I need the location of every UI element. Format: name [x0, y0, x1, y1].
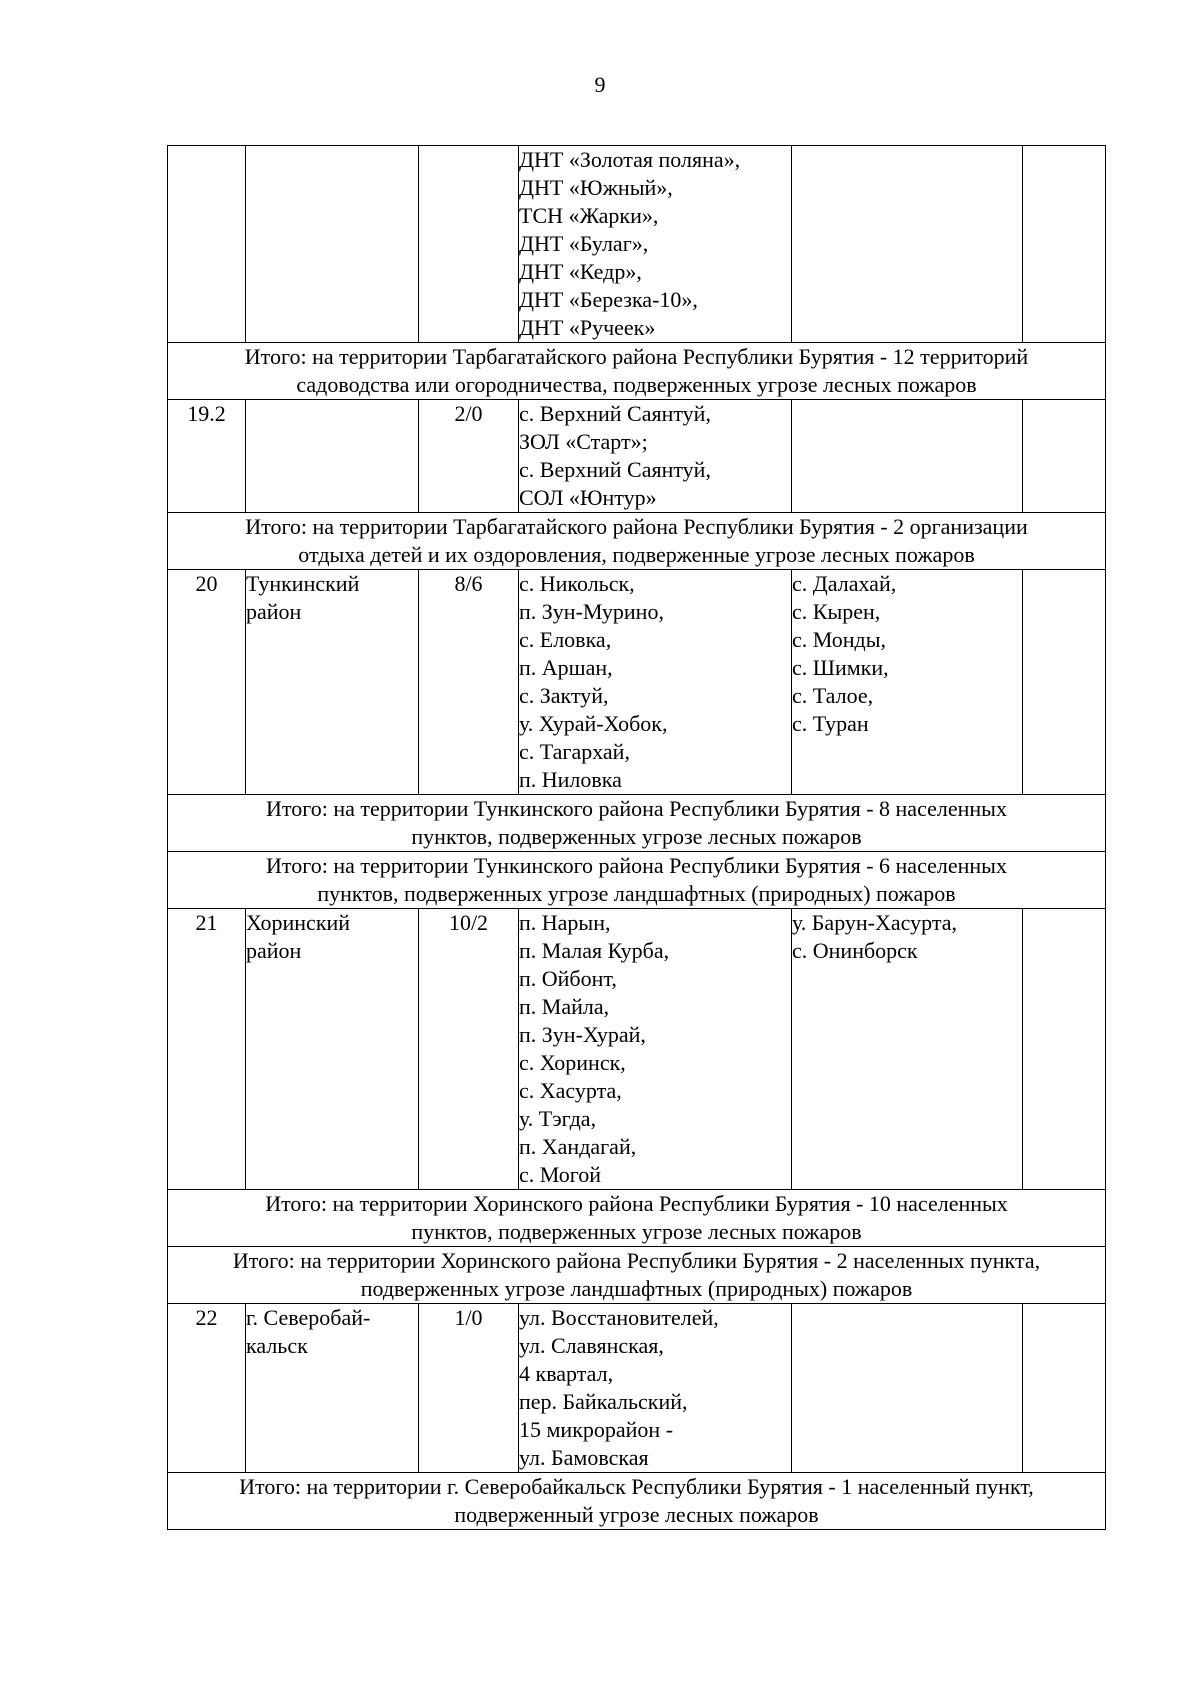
settlement-item: ул. Славянская,: [519, 1333, 664, 1358]
settlement-item: ул. Бамовская: [519, 1445, 649, 1470]
table-row: [168, 400, 1106, 513]
settlement-item: ЗОЛ «Старт»;: [519, 429, 648, 454]
settlement-item: п. Зун-Хурай,: [519, 1022, 646, 1047]
landscape-fire-list-cell: [792, 146, 1023, 343]
fire-threat-table: [167, 145, 1106, 1530]
landscape-settlement-item: с. Талое,: [792, 683, 874, 708]
landscape-fire-list-cell: [792, 909, 1023, 1190]
subtotal-text: Итого: на территории Хоринского района Республики Бурятия - 10 населенных: [265, 1191, 1008, 1216]
district-cell: [246, 1304, 419, 1473]
subtotal-text: пунктов, подверженных угрозе лесных пожаров: [411, 824, 862, 849]
settlement-count: 10/2: [448, 910, 489, 935]
subtotal-row: [168, 1190, 1106, 1247]
settlement-item: ул. Восстановителей,: [519, 1305, 719, 1330]
table-row: [168, 146, 1106, 343]
subtotal-text: подверженный угрозе лесных пожаров: [454, 1502, 819, 1527]
row-number-cell: [168, 570, 246, 795]
settlement-item: у. Тэгда,: [519, 1106, 597, 1131]
district-name: Тункинский: [246, 571, 360, 596]
landscape-fire-list-cell: [792, 570, 1023, 795]
settlement-item: у. Хурай-Хобок,: [519, 711, 668, 736]
landscape-settlement-item: с. Онинборск: [792, 938, 918, 963]
landscape-settlement-item: с. Шимки,: [792, 655, 889, 680]
count-cell: [419, 146, 519, 343]
settlement-list-cell: [519, 909, 792, 1190]
subtotal-cell: [168, 343, 1106, 400]
count-cell: [419, 1304, 519, 1473]
district-cell: [246, 400, 419, 513]
settlement-item: п. Малая Курба,: [519, 938, 670, 963]
notes-cell: [1023, 400, 1106, 513]
settlement-item: 4 квартал,: [519, 1361, 614, 1386]
landscape-settlement-item: с. Далахай,: [792, 571, 897, 596]
settlement-list-cell: [519, 1304, 792, 1473]
subtotal-row: [168, 852, 1106, 909]
district-name: район: [246, 938, 302, 963]
settlement-item: п. Ойбонт,: [519, 966, 617, 991]
district-cell: [246, 909, 419, 1190]
notes-cell: [1023, 909, 1106, 1190]
subtotal-text: Итого: на территории Тарбагатайского района Республики Бурятия - 2 организации: [245, 514, 1028, 539]
settlement-item: с. Хоринск,: [519, 1050, 626, 1075]
subtotal-cell: [168, 852, 1106, 909]
subtotal-cell: [168, 1473, 1106, 1530]
settlement-item: п. Нарын,: [519, 910, 611, 935]
settlement-item: ТСН «Жарки»,: [519, 203, 659, 228]
settlement-item: 15 микрорайон -: [519, 1417, 674, 1442]
subtotal-text: пунктов, подверженных угрозе лесных пожаров: [411, 1219, 862, 1244]
settlement-count: 8/6: [454, 571, 483, 596]
settlement-item: пер. Байкальский,: [519, 1389, 688, 1414]
landscape-settlement-item: с. Монды,: [792, 627, 887, 652]
row-number-cell: [168, 400, 246, 513]
subtotal-text: Итого: на территории г. Северобайкальск Республики Бурятия - 1 населенный пункт,: [239, 1474, 1034, 1499]
subtotal-text: пунктов, подверженных угрозе ландшафтных (природных) пожаров: [317, 881, 956, 906]
settlement-list-cell: [519, 400, 792, 513]
landscape-fire-list-cell: [792, 1304, 1023, 1473]
district-name: кальск: [246, 1333, 308, 1358]
settlement-item: с. Зактуй,: [519, 683, 609, 708]
settlement-item: ДНТ «Булаг»,: [519, 231, 649, 256]
count-cell: [419, 400, 519, 513]
settlement-item: с. Верхний Саянтуй,: [519, 401, 711, 426]
settlement-item: п. Майла,: [519, 994, 610, 1019]
subtotal-cell: [168, 1190, 1106, 1247]
page-number: 9: [594, 72, 606, 97]
subtotal-row: [168, 513, 1106, 570]
subtotal-row: [168, 1473, 1106, 1530]
settlement-item: п. Аршан,: [519, 655, 613, 680]
settlement-item: с. Хасурта,: [519, 1078, 622, 1103]
subtotal-text: Итого: на территории Хоринского района Республики Бурятия - 2 населенных пункта,: [232, 1248, 1041, 1273]
row-number: 20: [195, 571, 218, 596]
settlement-item: ДНТ «Золотая поляна»,: [519, 147, 741, 172]
notes-cell: [1023, 146, 1106, 343]
settlement-item: ДНТ «Южный»,: [519, 175, 673, 200]
subtotal-text: подверженных угрозе ландшафтных (природных) пожаров: [360, 1276, 913, 1301]
settlement-item: ДНТ «Березка-10»,: [519, 287, 698, 312]
settlement-item: п. Ниловка: [519, 767, 622, 792]
subtotal-cell: [168, 795, 1106, 852]
settlement-list-cell: [519, 570, 792, 795]
settlement-item: с. Тагархай,: [519, 739, 630, 764]
settlement-item: ДНТ «Ручеек»: [519, 315, 656, 340]
row-number: 19.2: [187, 401, 226, 426]
row-number-cell: [168, 1304, 246, 1473]
table-row: [168, 909, 1106, 1190]
table-row: [168, 570, 1106, 795]
settlement-list-cell: [519, 146, 792, 343]
settlement-item: п. Зун-Мурино,: [519, 599, 664, 624]
subtotal-row: [168, 1247, 1106, 1304]
settlement-item: с. Еловка,: [519, 627, 612, 652]
table-row: [168, 1304, 1106, 1473]
row-number-cell: [168, 909, 246, 1190]
row-number: 22: [195, 1305, 218, 1330]
landscape-settlement-item: с. Кырен,: [792, 599, 881, 624]
settlement-item: с. Никольск,: [519, 571, 635, 596]
subtotal-text: Итого: на территории Тункинского района Республики Бурятия - 6 населенных: [266, 853, 1007, 878]
count-cell: [419, 570, 519, 795]
settlement-item: с. Могой: [519, 1162, 602, 1187]
subtotal-cell: [168, 513, 1106, 570]
district-name: г. Северобай-: [246, 1305, 371, 1330]
settlement-item: с. Верхний Саянтуй,: [519, 457, 711, 482]
settlement-item: п. Хандагай,: [519, 1134, 637, 1159]
subtotal-text: Итого: на территории Тункинского района Республики Бурятия - 8 населенных: [266, 796, 1007, 821]
landscape-fire-list-cell: [792, 400, 1023, 513]
subtotal-cell: [168, 1247, 1106, 1304]
district-name: район: [246, 599, 302, 624]
row-number: 21: [195, 910, 218, 935]
settlement-count: 2/0: [454, 401, 483, 426]
landscape-settlement-item: у. Барун-Хасурта,: [792, 910, 957, 935]
settlement-count: 1/0: [454, 1305, 483, 1330]
subtotal-row: [168, 795, 1106, 852]
district-cell: [246, 146, 419, 343]
notes-cell: [1023, 1304, 1106, 1473]
district-name: Хоринский: [246, 910, 351, 935]
landscape-settlement-item: с. Туран: [792, 711, 869, 736]
district-cell: [246, 570, 419, 795]
subtotal-text: садоводства или огородничества, подверженных угрозе лесных пожаров: [296, 372, 977, 397]
settlement-item: ДНТ «Кедр»,: [519, 259, 642, 284]
settlement-item: СОЛ «Юнтур»: [519, 485, 657, 510]
subtotal-text: Итого: на территории Тарбагатайского района Республики Бурятия - 12 территорий: [244, 344, 1029, 369]
row-number-cell: [168, 146, 246, 343]
subtotal-text: отдыха детей и их оздоровления, подверженные угрозе лесных пожаров: [298, 542, 975, 567]
subtotal-row: [168, 343, 1106, 400]
notes-cell: [1023, 570, 1106, 795]
count-cell: [419, 909, 519, 1190]
